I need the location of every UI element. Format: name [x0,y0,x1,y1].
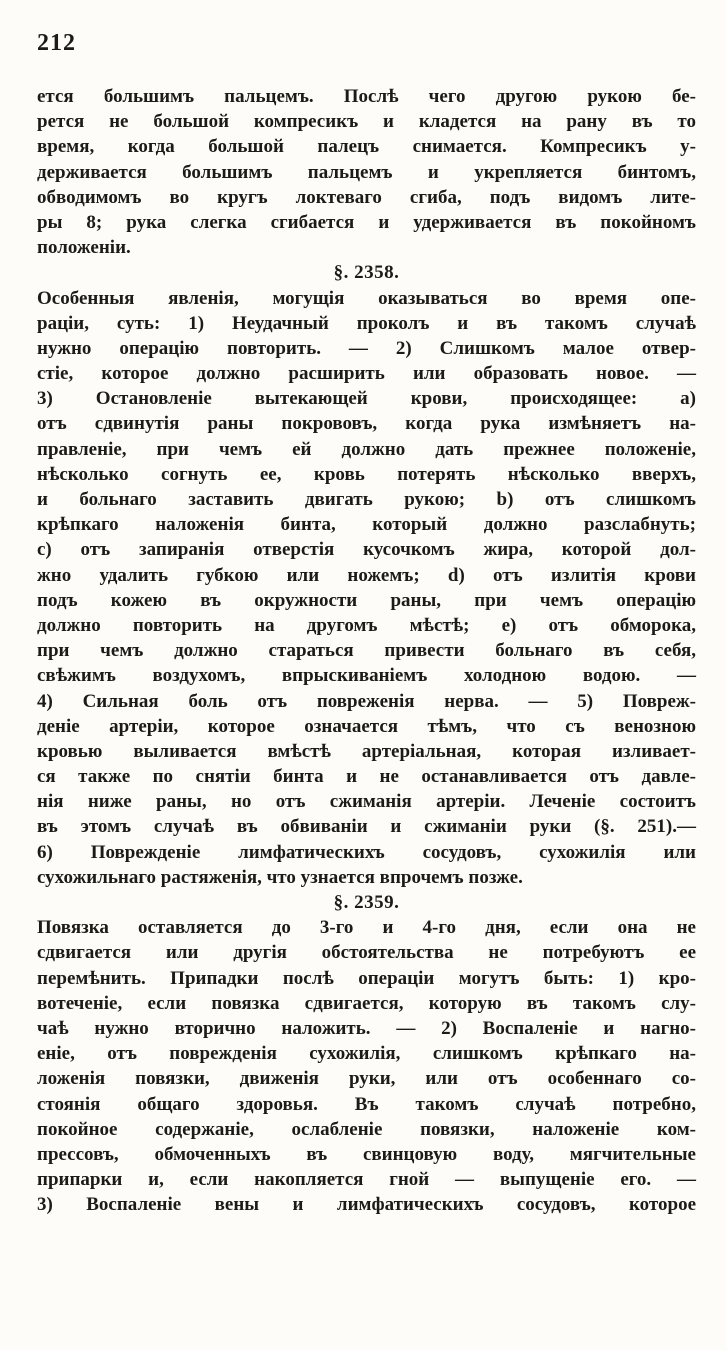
text-line: деніе артеріи, которое означается тѣмъ, что съ венозною [37,715,696,737]
text-line: раціи, суть: 1) Неудачный проколъ и въ такомъ случаѣ [37,312,696,334]
text-line: Повязка оставляется до 3-го и 4-го дня, если она не [37,917,696,939]
text-line: ся также по снятіи бинта и не останавливается отъ давле- [37,766,696,788]
text-line: кровью выливается вмѣстѣ артеріальная, которая изливает- [37,740,696,762]
text-line: припарки и, если накопляется гной — выпущеніе его. — [37,1169,696,1191]
text-line: подъ кожею въ окружности раны, при чемъ операцію [37,589,696,611]
text-line: перемѣнить. Припадки послѣ операціи могутъ быть: 1) кро- [37,967,696,989]
section-heading: §. 2358. [333,262,400,284]
text-line: отъ сдвинутія раны покрововъ, когда рука измѣняетъ на- [37,413,696,435]
text-line: нужно операцію повторить. — 2) Слишкомъ малое отвер- [37,337,696,359]
text-line: рется не большой компресикъ и кладется на рану въ то [37,111,696,133]
text-line: должно повторить на другомъ мѣстѣ; e) отъ обморока, [37,614,696,636]
text-line: чаѣ нужно вторично наложить. — 2) Воспаленіе и нагно- [37,1017,696,1039]
text-line: обводимомъ во кругъ локтеваго сгиба, подъ видомъ лите- [37,186,696,208]
text-line: 6) Поврежденіе лимфатическихъ сосудовъ, сухожилія или [37,841,696,863]
text-line: и больнаго заставить двигать рукою; b) отъ слишкомъ [37,489,696,510]
text-line: еніе, отъ поврежденія сухожилія, слишкомъ крѣпкаго на- [37,1043,696,1065]
section-heading: §. 2359. [333,892,400,913]
text-line: держивается большимъ пальцемъ и укрепляется бинтомъ, [37,161,696,183]
text-line: прессовъ, обмоченныхъ въ свинцовую воду, мягчительные [37,1143,696,1165]
text-line: нія ниже раны, но отъ сжиманія артеріи. Леченіе состоитъ [37,791,696,813]
text-line: стоянія общаго здоровья. Въ такомъ случаѣ потребно, [37,1093,696,1115]
text-line: при чемъ должно стараться привести больнаго въ себя, [37,640,696,662]
text-line: Особенныя явленія, могущія оказываться во время опе- [37,287,696,309]
text-line: c) отъ запиранія отверстія кусочкомъ жира, которой дол- [37,539,696,561]
text-line: ры 8; рука слегка сгибается и удерживается въ покойномъ [37,211,696,233]
text-body [37,84,696,1217]
page-number: 212 [37,30,76,56]
text-line: стіе, которое должно расширить или образовать новое. — [37,363,696,385]
text-line: крѣпкаго наложенія бинта, который должно разслабнуть; [37,514,696,536]
text-line: сдвигается или другія обстоятельства не потребуютъ ее [37,942,696,964]
text-line: 3) Остановленіе вытекающей крови, происходящее: a) [37,388,696,410]
text-line: ется большимъ пальцемъ. Послѣ чего другою рукою бе- [37,86,696,107]
text-line: время, когда большой палецъ снимается. Компресикъ у- [37,136,696,158]
text-line: нѣсколько согнуть ее, кровь потерять нѣсколько вверхъ, [37,463,696,485]
text-line: 4) Сильная боль отъ повреженія нерва. — 5) Повреж- [37,690,696,712]
text-line: правленіе, при чемъ ей должно дать прежнее положеніе, [37,438,696,460]
text-line: покойное содержаніе, ослабленіе повязки, наложеніе ком- [37,1118,696,1140]
text-line: 3) Воспаленіе вены и лимфатическихъ сосудовъ, которое [37,1194,696,1216]
text-line: жно удалить губкою или ножемъ; d) отъ излитія крови [37,564,696,586]
text-line: въ этомъ случаѣ въ обвиваніи и сжиманіи руки (§. 251).— [37,816,696,838]
text-line: свѣжимъ воздухомъ, впрыскиваніемъ холодною водою. — [37,665,696,687]
text-line: ложенія повязки, движенія руки, или отъ особеннаго со- [37,1068,696,1090]
text-line: сухожильнаго растяженія, что узнается впрочемъ позже. [37,866,523,888]
text-line: положеніи. [37,237,131,259]
text-line: вотеченіе, если повязка сдвигается, которую въ такомъ слу- [37,992,696,1014]
